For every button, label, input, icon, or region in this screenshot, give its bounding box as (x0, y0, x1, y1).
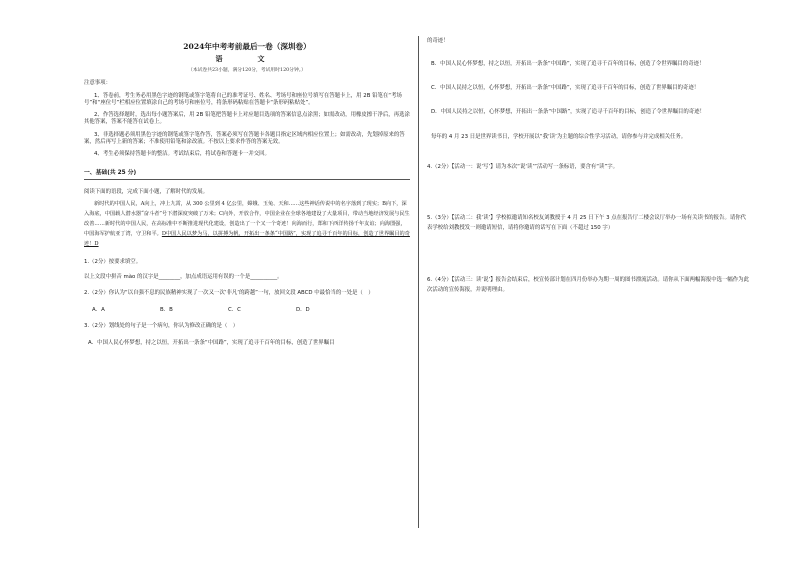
question-3-option-b: B．中国人民心怀梦想，持之以恒，开拓出一条条“中国路”，实现了追寻千百年的目标，创造了令世界瞩目的奇迹！ (431, 60, 705, 67)
option-b: B．B (160, 306, 173, 313)
left-column (84, 38, 410, 349)
notice-1: 1、答卷前，考生务必用黑色字迹的钢笔或签字笔将自己的准考证号、姓名、考场号和座位号填写在答题卡上，用 2B 铅笔在“考场号”和“座位号”栏相应位置填涂自己的考场号和座位号，将条形码粘贴在答题卡“条形码粘贴处”。 (84, 92, 402, 106)
question-2-options (84, 307, 410, 314)
right-column (427, 38, 751, 296)
question-1-blank: 以上文段中拼音 mào 的汉字是________，加点成语运用有误的一个是__________。 (84, 274, 283, 281)
notice-4: 4、考生必须保持答题卡的整洁。考试结束后，将试卷和答题卡一并交回。 (94, 151, 270, 158)
reading-intro: 阅读下面的语段，完成下面小题，了解时代的发展。 (84, 189, 208, 196)
notice-3: 3、非选择题必须用黑色字迹的钢笔或签字笔作答，答案必须写在答题卡各题目指定区域内相应位置上；如需改动，先划掉原来的答案，然后再写上新的答案；不准使用铅笔和涂改液。不按以上要求作答的答案无效。 (84, 131, 405, 145)
question-2: 2.（2分）你认为“以自强不息的民族精神实现了一次又一次‘非凡’的跨越”一句，放回文段 ABCD 中最恰当的一处是（ ） (84, 290, 374, 297)
exam-meta: （本试卷共23小题，满分120分，考试用时120分钟。） (188, 68, 306, 74)
question-3: 3.（2分）划线处的句子是一个病句，你认为修改正确的是（ ） (84, 322, 239, 329)
question-5: 5.（3分）【活动二：我‘读’】学校拟邀请知名校友刘教授于 4 月 25 日下午 3 点在报告厅二楼会议厅举办一场有关读书的报告。请你代表学校给刘教授发一则邀请短信，请将你邀请的话写在下面（不超过 150 字） (427, 214, 747, 231)
question-3-option-a: A．中国人民心怀梦想，持之以恒，开拓出一条条“中国路”，实现了追寻千百年的目标，创造了世界瞩目 (88, 340, 335, 347)
exam-title: 2024年中考考前最后一卷（深圳卷） (183, 42, 311, 51)
passage-underlined-tail: 拼搏为帆，开拓出一条条“中国路”，实现了追寻千百年的目标，创造了世界瞩目的奇迹！D (84, 230, 410, 247)
reading-passage (84, 200, 410, 249)
notice-heading: 注意事项： (84, 80, 111, 87)
section-heading: 一、基础(共 25 分) (84, 170, 137, 177)
question-3-option-c: C．中国人民持之以恒，心怀梦想，开拓出一条条“中国路”，实现了追寻千百年的目标，创造了世界瞩目的奇迹！ (431, 85, 700, 92)
question-6: 6.（4分）【活动三：读‘说’】报告会结束后，校宣传部计划在四月份举办为期一周的图书漂流活动。请你从下面两幅海报中选一幅作为此次活动的宣传海报，并说明理由。 (427, 277, 749, 294)
option-d: D．D (296, 306, 310, 313)
subject-title: 语 文 (215, 54, 279, 64)
question-4: 4.（2分）【活动一：说‘写’】请为本次“说‘读’”活动写一条标语，要含有“读”字。 (427, 163, 619, 170)
passage-underlined: D中国人民以梦为马，以 (161, 230, 218, 237)
passage-text: 新时代的中国人民，A向上，冲上九霄，从 300 公里到 4 亿公里，嫦娥、玉兔、天和……这些神话传说中的名字落到了现实；B向下，深入海底，中国载人潜水器“奋斗者”号下潜深度突破了万米；C向外，开放合作，中国企业在全球各地建设了大量项目，带动当地经济发展与民生改善……新时代的中国人民，在高标准中不断推进现代化建设，创造出了一个又一个奇迹！向海而行，郑和下西洋传扬千年友谊；向海图强，中国海军护航亚丁湾，守卫和平。 (84, 201, 410, 237)
option-a: A．A (92, 306, 105, 313)
question-3-option-d: D．中国人民持之以恒，心怀梦想，开拓出一条条“中国路”，实现了追寻千百年的目标，创造了令世界瞩目的奇迹！ (431, 109, 705, 116)
notice-2: 2、作答选择题时，选出每小题答案后，用 2B 铅笔把答题卡上对应题目选项的答案信息点涂黑；如需改动，用橡皮擦干净后，再选涂其他答案，答案不能答在试卷上。 (84, 112, 410, 126)
column-divider (418, 36, 419, 528)
section-divider (84, 179, 410, 180)
option-c: C．C (228, 306, 241, 313)
activity-intro: 每年的 4 月 23 日是世界读书日，学校开展以“我‘读’为主题的综合性学习活动，请你参与并完成相关任务。 (431, 133, 687, 140)
option-a-continuation: 的奇迹！ (427, 38, 449, 44)
question-1: 1.（2分）按要求填空。 (84, 258, 142, 265)
